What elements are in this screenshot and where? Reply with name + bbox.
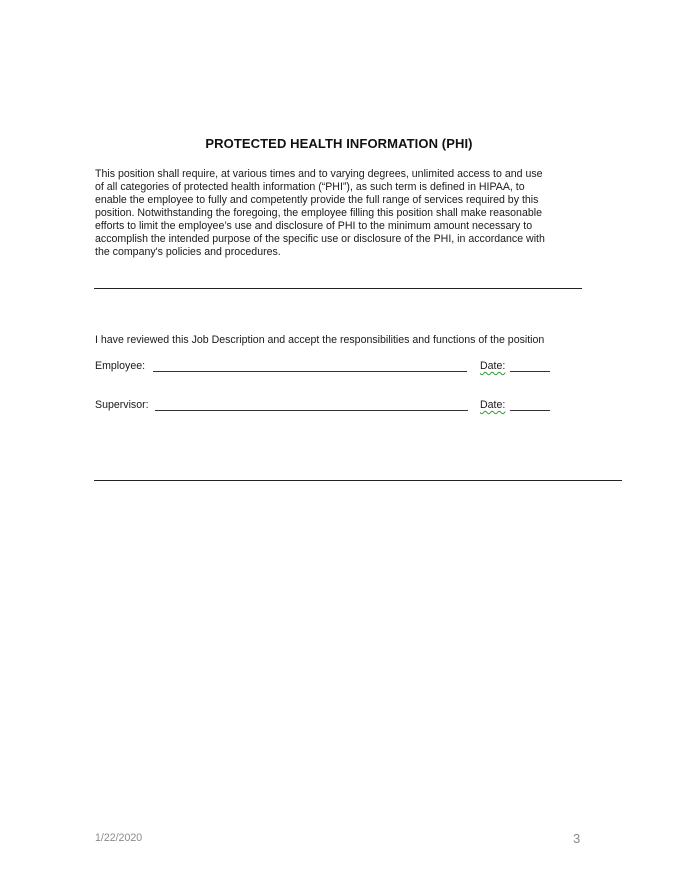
- paragraph-line: This position shall require, at various times and to varying degrees, unlimited access to and use: [95, 168, 543, 180]
- employee-label: Employee:: [95, 360, 146, 372]
- date-word: Date:: [480, 360, 506, 372]
- supervisor-signature-line[interactable]: [155, 410, 468, 411]
- paragraph-line: efforts to limit the employee’s use and disclosure of PHI to the minimum amount necessary to: [95, 220, 533, 232]
- horizontal-divider: [94, 288, 582, 289]
- supervisor-label: Supervisor:: [95, 399, 149, 411]
- footer-divider: [94, 480, 622, 481]
- supervisor-date-label: [480, 399, 505, 411]
- date-word: Date:: [480, 399, 506, 411]
- paragraph-line: position. Notwithstanding the foregoing, the employee filling this position shall make reasonable: [95, 207, 542, 219]
- acknowledgment-statement: I have reviewed this Job Description and accept the responsibilities and functions of the position: [95, 334, 545, 346]
- paragraph-line: the company's policies and procedures.: [95, 246, 281, 258]
- phi-paragraph: [95, 168, 585, 259]
- employee-signature-line[interactable]: [153, 371, 467, 372]
- supervisor-date-line[interactable]: [510, 410, 550, 411]
- footer-date: 1/22/2020: [95, 832, 143, 844]
- section-title: PROTECTED HEALTH INFORMATION (PHI): [205, 136, 473, 151]
- employee-date-label: [480, 360, 505, 372]
- paragraph-line: accomplish the intended purpose of the specific use or disclosure of the PHI, in accordance with: [95, 233, 545, 245]
- page-number: 3: [573, 831, 581, 846]
- employee-date-line[interactable]: [510, 371, 550, 372]
- paragraph-line: enable the employee to fully and competently provide the full range of services required by this: [95, 194, 539, 206]
- paragraph-line: of all categories of protected health information (“PHI”), as such term is defined in HIPAA, to: [95, 181, 525, 193]
